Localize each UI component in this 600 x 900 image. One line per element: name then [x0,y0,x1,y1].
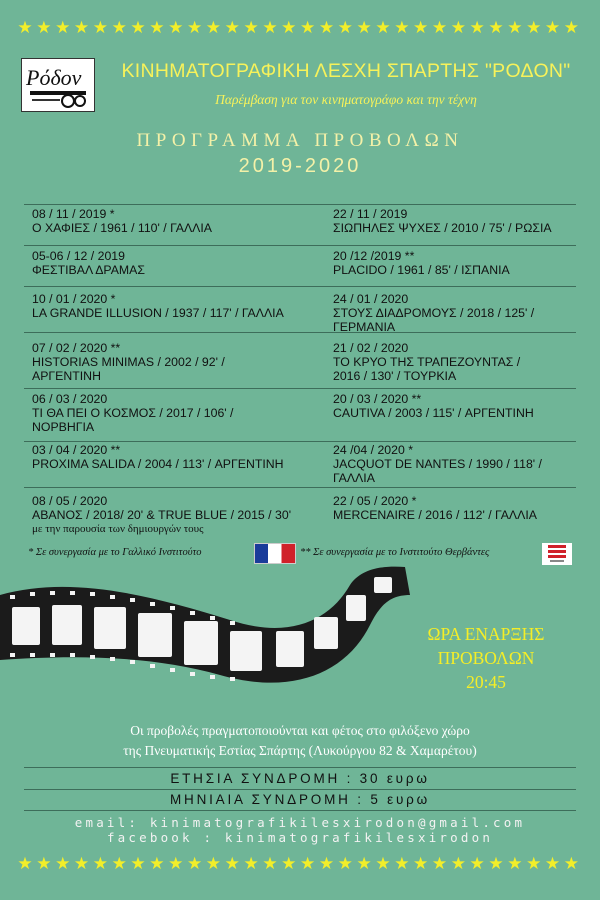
contact-email[interactable]: email: kinimatografikilesxirodon@gmail.com [74,815,526,830]
club-subtitle: Παρέμβαση για τον κινηματογράφο και την τέχνη [215,92,477,107]
screening-entry [333,392,534,420]
partners-row [28,543,576,565]
separator [24,487,576,488]
screening-title: ΤΟ ΚΡΥΟ ΤΗΣ ΤΡΑΠΕΖΟΥΝΤΑΣ / 2016 / 130' / ΤΟΥΡΚΙΑ [333,355,521,383]
screening-title: PROXIMA SALIDA / 2004 / 113' / ΑΡΓΕΝΤΙΝΗ [32,457,284,471]
screening-title: HISTORIAS MINIMAS / 2002 / 92' / ΑΡΓΕΝΤΙΝΗ [32,355,225,383]
stars-top-border: ★★★★★★★★★★★★★★★★★★★★★★★★★★★★★★ [17,18,583,38]
screening-date: 10 / 01 / 2020 * [32,292,116,306]
screening-title: LA GRANDE ILLUSION / 1937 / 117' / ΓΑΛΛΙΑ [32,306,284,320]
screening-entry [333,207,552,235]
separator [24,245,576,246]
start-time-value: 20:45 [466,672,506,692]
separator [24,789,576,790]
screening-title: JACQUOT DE NANTES / 1990 / 118' / ΓΑΛΛΙΑ [333,457,542,485]
screening-date: 05-06 / 12 / 2019 [32,249,125,263]
venue-line2: της Πνευματικής Εστίας Σπάρτης (Λυκούργου 82 & Χαμαρέτου) [123,743,477,758]
screening-date: 22 / 11 / 2019 [333,207,408,221]
screening-entry [333,443,542,485]
venue-info [0,721,600,761]
screening-title: ΦΕΣΤΙΒΑΛ ΔΡΑΜΑΣ [32,263,145,277]
screening-date: 24 /04 / 2020 * [333,443,413,457]
screening-date: 20 /12 /2019 ** [333,249,415,263]
screening-date: 06 / 03 / 2020 [32,392,108,406]
separator [24,286,576,287]
screening-entry [32,292,284,320]
start-time-block [386,622,586,694]
screening-entry [333,341,520,383]
start-time-line2: ΠΡΟΒΟΛΩΝ [437,648,535,668]
partner-spanish-text: ** Σε συνεργασία με το Ινστιτούτο Θερβάντες [300,547,490,558]
screening-entry [333,249,510,277]
screening-entry [32,494,291,536]
screening-date: 03 / 04 / 2020 ** [32,443,121,457]
screening-title: CAUTIVA / 2003 / 115' / ΑΡΓΕΝΤΙΝΗ [333,406,534,420]
screening-entry [333,494,537,522]
separator [24,810,576,811]
screening-date: 24 / 01 / 2020 [333,292,409,306]
screening-title: ΑΒΑΝΟΣ / 2018/ 20' & TRUE BLUE / 2015 / 30' [32,508,292,522]
venue-line1: Οι προβολές πραγματοποιούνται και φέτος στο φιλόξενο χώρο [130,723,470,738]
screening-title: ΣΤΟΥΣ ΔΙΑΔΡΟΜΟΥΣ / 2018 / 125' / ΓΕΡΜΑΝΙΑ [333,306,535,334]
partner-french-text: * Σε συνεργασία με το Γαλλικό Ινστιτούτο [28,547,202,558]
program-title: ΠΡΟΓΡΑΜΜΑ ΠΡΟΒΟΛΩΝ [136,130,464,151]
screening-entry [32,249,145,277]
screening-date: 20 / 03 / 2020 ** [333,392,422,406]
club-title: ΚΙΝΗΜΑΤΟΓΡΑΦΙΚΗ ΛΕΣΧΗ ΣΠΑΡΤΗΣ "ΡΟΔΟΝ" [121,60,571,82]
screening-date: 07 / 02 / 2020 ** [32,341,121,355]
screening-title: ΤΙ ΘΑ ΠΕΙ Ο ΚΟΣΜΟΣ / 2017 / 106' / ΝΟΡΒΗΓΙΑ [32,406,234,434]
separator [24,388,576,389]
screening-title: Ο ΧΑΦΙΕΣ / 1961 / 110' / ΓΑΛΛΙΑ [32,221,213,235]
separator [24,767,576,768]
contact-facebook[interactable]: facebook : kinimatografikilesxirodon [106,830,494,845]
screening-date: 08 / 05 / 2020 [32,494,108,508]
logo-text: Ρόδον [26,65,82,90]
program-year: 2019-2020 [238,155,362,177]
screening-entry [333,292,534,334]
screening-entry [32,443,284,471]
separator [24,204,576,205]
screening-entry [32,392,233,434]
stars-bottom-border: ★★★★★★★★★★★★★★★★★★★★★★★★★★★★★★ [17,854,583,874]
club-logo [21,58,95,112]
start-time-line1: ΩΡΑ ΕΝΑΡΞΗΣ [427,624,545,644]
annual-subscription: ΕΤΗΣΙΑ ΣΥΝΔΡΟΜΗ : 30 ευρω [170,771,430,786]
screening-date: 22 / 05 / 2020 * [333,494,417,508]
screening-title: MERCENAIRE / 2016 / 112' / ΓΑΛΛΙΑ [333,508,537,522]
screening-note: με την παρουσία των δημιουργών τους [32,523,204,535]
separator [24,441,576,442]
cervantes-logo-icon [542,543,572,565]
screening-title: PLACIDO / 1961 / 85' / ΙΣΠΑΝΙΑ [333,263,510,277]
screening-date: 21 / 02 / 2020 [333,341,409,355]
screening-entry [32,341,225,383]
french-flag-icon [254,543,296,564]
screening-date: 08 / 11 / 2019 * [32,207,115,221]
screening-entry [32,207,212,235]
monthly-subscription: ΜΗΝΙΑΙΑ ΣΥΝΔΡΟΜΗ : 5 ευρω [169,792,430,807]
screening-title: ΣΙΩΠΗΛΕΣ ΨΥΧΕΣ / 2010 / 75' / ΡΩΣΙΑ [333,221,552,235]
